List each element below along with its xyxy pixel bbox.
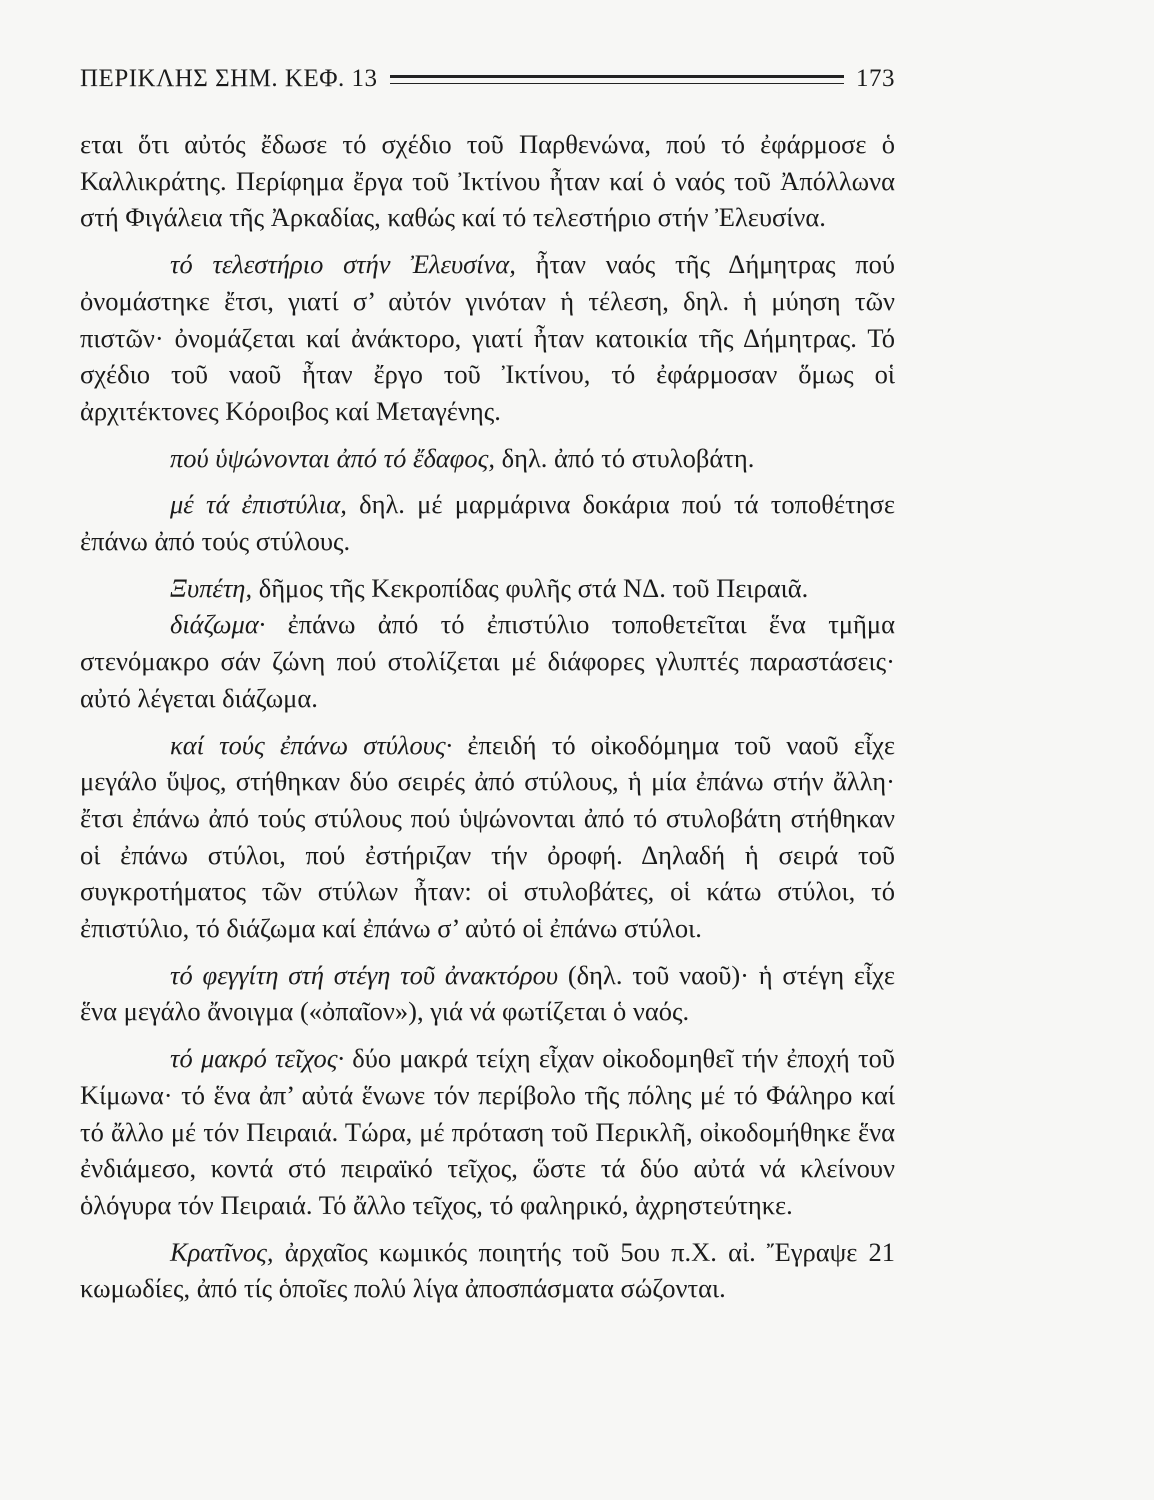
note-lemma: τό φεγγίτη στή στέγη τοῦ ἀνακτόρου bbox=[170, 959, 559, 990]
spacer bbox=[80, 717, 895, 727]
spacer bbox=[80, 560, 895, 570]
note-entry bbox=[80, 1040, 895, 1224]
page-number: 173 bbox=[856, 65, 895, 92]
body-text bbox=[80, 126, 895, 1307]
spacer bbox=[80, 236, 895, 246]
paragraph-text: εται ὅτι αὐτός ἔδωσε τό σχέδιο τοῦ Παρθενώνα, πού τό ἐφάρμοσε ὁ Καλλικράτης. Περίφημα ἔργα τοῦ Ἰκτίνου ἦταν καί ὁ ναός τοῦ Ἀπόλλωνα στή Φιγάλεια τῆς Ἀρκαδίας, καθώς καί τό τελεστήριο στήν Ἐλευσίνα. bbox=[80, 129, 895, 233]
page bbox=[80, 62, 895, 1307]
spacer bbox=[80, 430, 895, 440]
note-text: ἀρχαῖος κωμικός ποιητής τοῦ 5ου π.Χ. αἰ. Ἔγραψε 21 κωμωδίες, ἀπό τίς ὁποῖες πολύ λίγα ἀποσπάσματα σώζονται. bbox=[80, 1236, 895, 1304]
note-text: δύο μακρά τείχη εἶχαν οἰκοδομηθεῖ τήν ἐποχή τοῦ Κίμωνα· τό ἕνα ἀπ’ αὐτά ἕνωνε τόν περίβολο τῆς πόλης μέ τό Φάληρο καί τό ἄλλο μέ τόν Πειραιά. Τώρα, μέ πρόταση τοῦ Περικλῆ, οἰκοδομήθηκε ἕνα ἐνδιάμεσο, κοντά στό πειραϊκό τεῖχος, ὥστε τά δύο αὐτά νά κλείνουν ὁλόγυρα τόν Πειραιά. Τό ἄλλο τεῖχος, τό φαληρικό, ἀχρηστεύτηκε. bbox=[80, 1043, 896, 1220]
note-text: ἦταν ναός τῆς Δήμητρας πού ὀνομάστηκε ἔτσι, γιατί σ’ αὐτόν γινόταν ἡ τέλεση, δηλ. ἡ μύηση τῶν πιστῶν· ὀνομάζεται καί ἀνάκτορο, γιατί ἦταν κατοικία τῆς Δήμητρας. Τό σχέδιο τοῦ ναοῦ ἦταν ἔργο τοῦ Ἰκτίνου, τό ἐφάρμοσαν ὅμως οἱ ἀρχιτέκτονες Κόροιβος καί Μεταγένης. bbox=[80, 249, 895, 426]
note-lemma: καί τούς ἐπάνω στύλους· bbox=[170, 729, 453, 760]
note-text: δηλ. ἀπό τό στυλοβάτη. bbox=[494, 442, 755, 473]
note-lemma: Ξυπέτη, bbox=[170, 572, 253, 603]
note-text: δῆμος τῆς Κεκροπίδας φυλῆς στά ΝΔ. τοῦ Πειραιᾶ. bbox=[252, 572, 809, 603]
note-entry bbox=[80, 246, 895, 430]
paragraph-continuation bbox=[80, 126, 895, 236]
note-entry bbox=[80, 1234, 895, 1307]
spacer bbox=[80, 1030, 895, 1040]
header-rule bbox=[390, 75, 844, 84]
spacer bbox=[80, 947, 895, 957]
note-lemma: τό μακρό τεῖχος· bbox=[170, 1043, 345, 1074]
note-entry bbox=[80, 727, 895, 947]
spacer bbox=[80, 1224, 895, 1234]
note-text: ἐπάνω ἀπό τό ἐπιστύλιο τοποθετεῖται ἕνα τμῆμα στενόμακρο σάν ζώνη πού στολίζεται μέ διάφορες γλυπτές παραστάσεις· αὐτό λέγεται διάζωμα. bbox=[80, 609, 895, 713]
note-lemma: Κρατῖνος, bbox=[170, 1236, 274, 1267]
note-text: δηλ. μέ μαρμάρινα δοκάρια πού τά τοποθέτησε ἐπάνω ἀπό τούς στύλους. bbox=[80, 489, 895, 557]
spacer bbox=[80, 476, 895, 486]
note-lemma: μέ τά ἐπιστύλια, bbox=[170, 489, 347, 520]
note-lemma: τό τελεστήριο στήν Ἐλευσίνα, bbox=[170, 249, 516, 280]
note-text: ἐπειδή τό οἰκοδόμημα τοῦ ναοῦ εἶχε μεγάλο ὕψος, στήθηκαν δύο σειρές ἀπό στύλους, ἡ μία ἐπάνω στήν ἄλλη· ἔτσι ἐπάνω ἀπό τούς στύλους πού ὑψώνονται ἀπό τό στυλοβάτη στήθηκαν οἱ ἐπάνω στύλοι, πού ἐστήριζαν τήν ὀροφή. Δηλαδή ἡ σειρά τοῦ συγκροτήματος τῶν στύλων ἦταν: οἱ στυλοβάτες, οἱ κάτω στύλοι, τό ἐπιστύλιο, τό διάζωμα καί ἐπάνω σ’ αὐτό οἱ ἐπάνω στύλοι. bbox=[80, 729, 895, 944]
note-entry bbox=[80, 606, 895, 716]
note-text: (δηλ. τοῦ ναοῦ)· ἡ στέγη εἶχε ἕνα μεγάλο ἄνοιγμα («ὀπαῖον»), γιά νά φωτίζεται ὁ ναός. bbox=[80, 959, 895, 1027]
running-head-title: ΠΕΡΙΚΛΗΣ ΣΗΜ. ΚΕΦ. 13 bbox=[80, 65, 378, 92]
running-head bbox=[80, 62, 895, 96]
note-entry bbox=[80, 486, 895, 559]
note-entry bbox=[80, 570, 895, 607]
note-entry bbox=[80, 957, 895, 1030]
note-lemma: πού ὑψώνονται ἀπό τό ἔδαφος, bbox=[170, 442, 495, 473]
note-entry bbox=[80, 440, 895, 477]
note-lemma: διάζωμα· bbox=[170, 609, 266, 640]
